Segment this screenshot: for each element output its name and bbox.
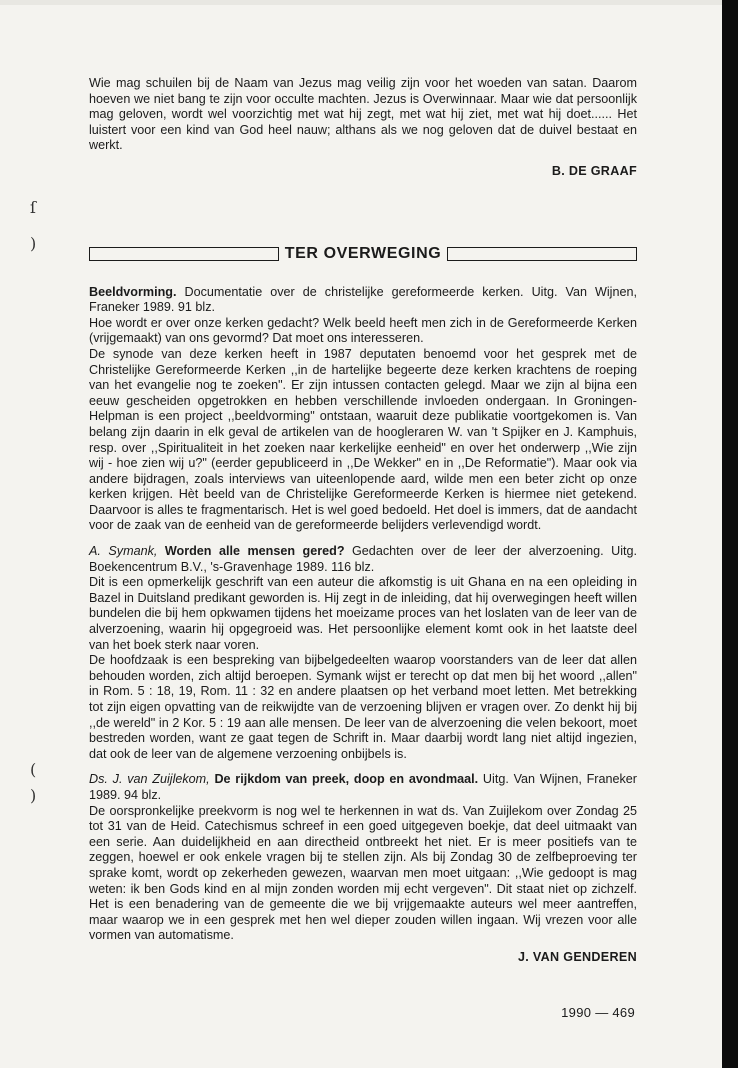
entry-heading (89, 544, 637, 575)
book-title: Worden alle mensen gered? (164, 544, 345, 559)
review-paragraph: De synode van deze kerken heeft in 1987 deputaten benoemd voor het gesprek met de Christelijke Gereformeerde Kerken ,,in de hartelijke begeerte deze kerken krachtens de roeping van het evangelie nog te zoeken". Er zijn intussen contacten gelegd. Maar we zijn al bijna een eeuw gescheiden opgetrokken en hebben verschillende invloeden ondergaan. In Groningen-Helpman is een project ,,beeldvorming" ontstaan, waaruit deze publikatie voortgekomen is. Van belang zijn daarin in elk geval de artikelen van de hoogleraren W. van 't Spijker en J. Kamphuis, resp. over ,,Spiritualiteit in het zoeken naar kerkelijke eenheid" en over het onderwerp ,,Wie zijn wij - hoe zien wij u?" (eerder gepubliceerd in ,,De Wekker" en in ,,De Reformatie"). Maar ook via andere bijdragen, zoals interviews van uiteenlopende aard, wilde men een beter zicht op onze kerken krijgen. Hèt beeld van de Christelijke Gereformeerde Kerken is hiermee niet getekend. Daarvoor is alles te fragmentarisch. Het is wel goed bedoeld. Het doel is immers, dat de aandacht voor de zaak van de eenheid van de gereformeerde belijders verlevendigd wordt. (89, 346, 637, 533)
review-entry (89, 285, 637, 535)
margin-mark: ſ (30, 198, 36, 217)
section-header (89, 243, 637, 265)
review-entry (89, 772, 637, 944)
book-author: A. Symank, (89, 544, 158, 559)
review-paragraph: De oorspronkelijke preekvorm is nog wel te herkennen in wat ds. Van Zuijlekom over Zondag 25 tot 31 van de Heid. Catechismus schreef in een goed uitgegeven boekje, dat deel uitmaakt van een serie. Aan duidelijkheid en aan directheid ontbreekt het niet. Er is meer positiefs van te zeggen, hoewel er ook enkele vragen bij te stellen zijn. Als bij Zondag 30 de zelfbeproeving ter sprake komt, wordt op zekerheden gewezen, waarvan men moet uitgaan: ,,Wie gedoopt is mag weten: ik ben Gods kind en al mijn zonden worden mij echt vergeven". Dit staat niet op zichzelf. Het is een benadering van de gemeente die we bij vrijgemaakte auteurs wel meer aantreffen, maar waarop we in een gesprek met hen wel dieper zouden willen ingaan. Wij vrezen voor alle vormen van automatisme. (89, 803, 637, 943)
signature: J. VAN GENDEREN (517, 949, 637, 964)
publication-info: Documentatie over de christelijke gereformeerde kerken. Uitg. Van Wijnen, Franeker 1989. 91 blz. (89, 284, 637, 315)
entry-heading (89, 772, 637, 803)
intro-paragraph: Wie mag schuilen bij de Naam van Jezus mag veilig zijn voor het woeden van satan. Daarom hoeven we niet bang te zijn voor occulte machten. Jezus is Overwinnaar. Maar wie dat persoonlijk mag geloven, wordt wel voorzichtig met wat hij zegt, met wat hij ziet, met wat hij doet...... Het luistert voor een kind van God heel nauw; althans als we nog geloven dat de duivel bestaat en werkt. (89, 76, 637, 153)
margin-mark: ( (30, 760, 37, 779)
book-title: De rijkdom van preek, doop en avondmaal. (214, 772, 479, 787)
review-paragraph: De hoofdzaak is een bespreking van bijbelgedeelten waarop voorstanders van de leer dat allen behouden worden, zich altijd beroepen. Symank wijst er terecht op dat men bij het woord ,,allen" in Rom. 5 : 18, 19, Rom. 11 : 32 en andere plaatsen op het verband moet letten. Met betrekking tot zijn eigen opvatting van de reikwijdte van de verzoening blijven er vragen over. Zo denkt hij bij ,,de wereld" in 2 Kor. 5 : 19 aan alle mensen. De leer van de alverzoening die velen bekoort, moet bestreden worden, want ze gaat tegen de Schrift in. Maar daarbij wordt lang niet altijd ingezien, dat ook de leer van de algemene verzoening onbijbels is. (89, 653, 637, 761)
review-paragraph: Hoe wordt er over onze kerken gedacht? Welk beeld heeft men zich in de Gereformeerde Kerken (vrijgemaakt) van ons gevormd? Dat moet ons interesseren. (89, 315, 637, 346)
review-paragraph: Dit is een opmerkelijk geschrift van een auteur die afkomstig is uit Ghana en na een opleiding in Bazel in Duitsland predikant geworden is. Hij zegt in de inleiding, dat hij overwegingen heeft willen bundelen die bij hem opkwamen tijdens het moeizame proces van het loslaten van de leer van de alverzoening, waarin hij opgegroeid was. Het persoonlijke element komt ook in het laatste deel van het boek sterk naar voren. (89, 575, 637, 652)
scan-right-edge (722, 0, 738, 1068)
section-title: TER OVERWEGING (284, 244, 442, 262)
signature: B. DE GRAAF (551, 163, 637, 178)
book-author: Ds. J. van Zuijlekom, (89, 772, 210, 787)
margin-mark: ) (30, 234, 37, 253)
entry-heading (89, 285, 637, 316)
scan-top-edge (0, 0, 738, 5)
header-rule-left (89, 247, 279, 261)
header-rule-right (447, 247, 637, 261)
margin-mark: ) (30, 786, 37, 805)
book-title: Beeldvorming. (89, 284, 177, 299)
publication-info: Gedachten over de leer der alverzoening. Uitg. Boekencentrum B.V., 's-Gravenhage 1989. 116 blz. (89, 544, 638, 574)
publication-info: Uitg. Van Wijnen, Franeker 1989. 94 blz. (89, 772, 637, 802)
review-entry (89, 544, 637, 762)
page-number: 1990 — 469 (561, 1005, 635, 1020)
page-content (89, 76, 637, 966)
